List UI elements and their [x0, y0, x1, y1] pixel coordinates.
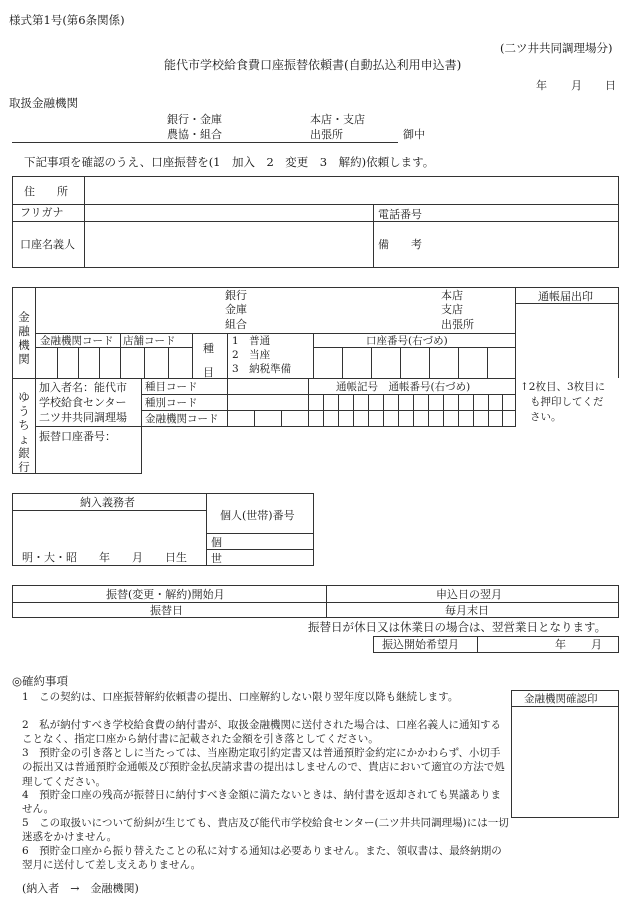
yucho-passbook-input[interactable]	[309, 395, 515, 426]
bank-side-label: 金融機関	[18, 310, 30, 366]
confirm-seal-box[interactable]	[511, 690, 619, 818]
household-setai-label: 世	[211, 552, 222, 565]
page-title: 能代市学校給食費口座振替依頼書(自動払込利用申込書)	[164, 58, 462, 72]
yucho-passbook-label: 通帳記号 通帳番号(右づめ)	[336, 381, 471, 393]
household-id-input[interactable]	[226, 535, 312, 564]
address-field[interactable]	[88, 180, 614, 200]
institution-label: 取扱金融機関	[9, 96, 78, 110]
account-number-input[interactable]	[314, 348, 515, 377]
yucho-payee-line3: 二ツ井共同調理場	[39, 411, 127, 424]
agreement-item-1: 1 この契約は、口座振替解約依頼書の提出、口座解約しない限り翌年度以降も継続します。	[22, 691, 459, 703]
kind-label: 種目	[203, 342, 214, 379]
obligor-name-input[interactable]	[14, 512, 204, 546]
remarks-field[interactable]	[430, 236, 616, 266]
seal-area[interactable]	[517, 305, 617, 377]
bank-opt-kinko: 金庫	[225, 303, 247, 316]
transfer-account-label: 振替口座番号：	[39, 430, 116, 443]
yucho-note-line1: ↑2枚目、3枚目に	[520, 381, 606, 393]
transfer-date-label: 振替日	[150, 604, 183, 617]
transfer-account-input[interactable]	[37, 445, 140, 471]
branch-type-line2: 出張所	[310, 128, 343, 141]
holder-label: 口座名義人	[20, 238, 75, 251]
confirm-seal-label: 金融機関確認印	[524, 693, 598, 705]
household-ko-label: 個	[211, 536, 222, 549]
bank-opt-kumiai: 組合	[225, 318, 247, 331]
agreement-heading: ◎確約事項	[12, 674, 69, 688]
yucho-code-input[interactable]	[228, 379, 308, 426]
address-label: 住 所	[24, 185, 68, 198]
household-id-label: 個人(世帯)番号	[220, 509, 295, 522]
branch-opt-shiten: 支店	[441, 303, 463, 316]
agreement-item-4: 4 預貯金口座の残高が振替日に納付すべき金額に満たないときは、納付書を返却されても異議ありません。	[22, 789, 501, 816]
date-year-label: 年	[536, 79, 547, 92]
furigana-label: フリガナ	[20, 206, 64, 219]
obligor-birth-line: 明・大・昭 年 月 日生	[22, 551, 187, 564]
furigana-field[interactable]	[88, 206, 370, 219]
agreement-item-2: 2 私が納付すべき学校給食費の納付書が、取扱金融機関に送付された場合は、口座名義人に通知することなく、指定口座から納付書に記載された金額を引き落としてください。	[22, 719, 501, 746]
institution-underline	[12, 142, 398, 143]
agreement-item-5: 5 この取扱いについて紛糾が生じても、貴店及び能代市学校給食センター(二ツ井共同調理場)には一切迷惑をかけません。	[22, 817, 509, 844]
phone-label: 電話番号	[378, 208, 422, 221]
bank-type-line1: 銀行・金庫	[167, 113, 222, 126]
obligor-label: 納入義務者	[80, 496, 135, 509]
target-kitchen: (二ツ井共同調理場分)	[500, 41, 613, 55]
yucho-note-line2: も押印してくだ	[530, 396, 604, 408]
yucho-payee-line1: 加入者名：能代市	[39, 381, 127, 394]
kind-option-nozei[interactable]: 3 納税準備	[232, 363, 292, 375]
payin-year-label: 年	[555, 638, 566, 651]
kind-option-toza[interactable]: 2 当座	[232, 349, 271, 361]
date-month-label: 月	[571, 79, 582, 92]
kind-option-futsu[interactable]: 1 普通	[232, 335, 271, 347]
agreement-item-3: 3 預貯金の引き落としに当たっては、当座勘定取引約定書又は普通預貯金約定にかかわらず、小切手の振出又は普通預貯金通帳及び預貯金払戻請求書の提出はしませんので、貴店において適宜の方法で処理してください。	[22, 747, 505, 788]
intro-text: 下記事項を確認のうえ、口座振替を(1 加入 2 変更 3 解約)依頼します。	[24, 155, 435, 169]
onchu-label: 御中	[403, 128, 425, 141]
yucho-kind-code-label: 種別コード	[145, 397, 198, 409]
remarks-label: 備 考	[378, 238, 422, 251]
start-month-label: 振替(変更・解約)開始月	[106, 588, 225, 601]
transfer-date-value: 毎月末日	[445, 604, 489, 617]
branch-code-input[interactable]	[121, 348, 192, 377]
yucho-side-label: ゆうちょ銀行	[18, 390, 30, 474]
branch-code-label: 店舗コード	[123, 335, 176, 347]
holiday-note: 振替日が休日又は休業日の場合は、翌営業日となります。	[308, 620, 607, 634]
yucho-type-code-label: 種目コード	[145, 381, 198, 393]
yucho-note-line3: さい。	[530, 411, 562, 423]
form-number: 様式第1号(第6条関係)	[9, 13, 125, 27]
seal-label: 通帳届出印	[538, 290, 593, 303]
bank-opt-ginko: 銀行	[225, 289, 247, 302]
holder-field[interactable]	[88, 224, 370, 265]
inst-code-label: 金融機関コード	[40, 335, 114, 347]
start-month-value: 申込日の翌月	[436, 588, 502, 601]
payin-start-label: 振込開始希望月	[382, 638, 459, 651]
payin-month-label: 月	[591, 638, 602, 651]
inst-code-input[interactable]	[36, 348, 120, 377]
footer-direction: (納入者 → 金融機関)	[22, 882, 139, 895]
yucho-inst-code-label: 金融機関コード	[145, 413, 219, 425]
bank-type-line2: 農協・組合	[167, 128, 222, 141]
branch-type-line1: 本店・支店	[310, 113, 365, 126]
agreement-item-6: 6 預貯金口座から振り替えたことの私に対する通知は必要ありません。また、領収書は、最終納期の翌月に送付して差し支えありません。	[22, 845, 502, 872]
branch-opt-shutchojo: 出張所	[441, 318, 474, 331]
account-number-label: 口座番号(右づめ)	[366, 335, 448, 347]
yucho-payee-line2: 学校給食センター	[39, 396, 127, 409]
branch-opt-honten: 本店	[441, 289, 463, 302]
phone-field[interactable]	[378, 221, 616, 233]
payin-start-input[interactable]	[480, 638, 550, 651]
date-day-label: 日	[605, 79, 616, 92]
